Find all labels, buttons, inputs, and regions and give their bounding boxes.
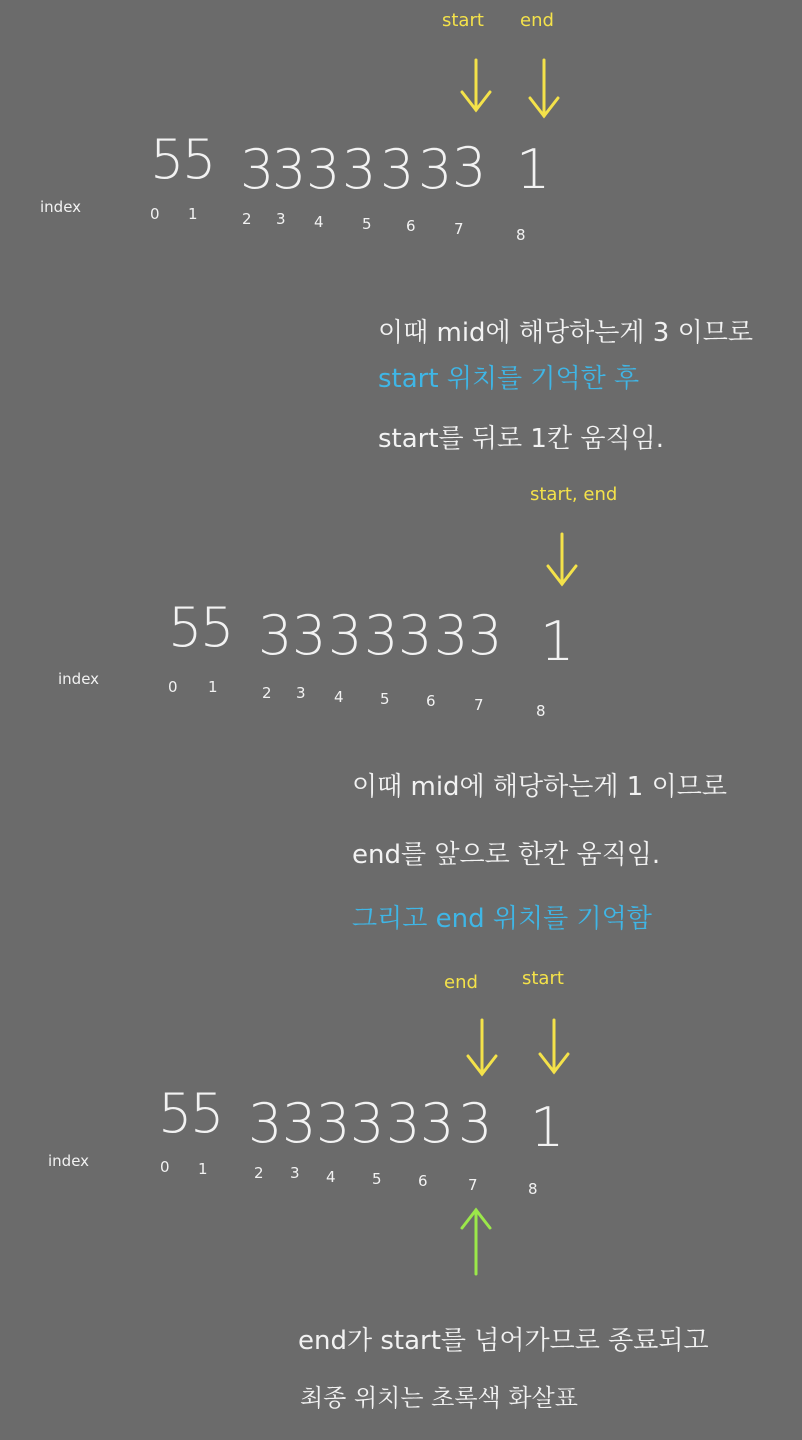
index-number: 5 bbox=[380, 690, 390, 708]
index-number: 1 bbox=[188, 205, 198, 223]
end-arrow-icon bbox=[468, 1020, 496, 1074]
array-digit: 3 bbox=[398, 604, 432, 667]
index-number: 2 bbox=[242, 210, 252, 228]
index-number: 7 bbox=[454, 220, 464, 238]
start-pointer-label: start bbox=[442, 10, 484, 31]
start-arrow-icon bbox=[462, 60, 490, 110]
array-digit: 5 bbox=[190, 1082, 224, 1145]
array-digit: 3 bbox=[292, 604, 326, 667]
array-digit: 3 bbox=[258, 604, 292, 667]
index-number: 3 bbox=[296, 684, 306, 702]
array-digit: 5 bbox=[200, 596, 234, 659]
index-number: 4 bbox=[314, 213, 324, 231]
note-line: 최종 위치는 초록색 화살표 bbox=[300, 1384, 578, 1412]
index-number: 6 bbox=[418, 1172, 428, 1190]
array-digit: 3 bbox=[364, 604, 398, 667]
array-digit: 3 bbox=[434, 604, 468, 667]
end-arrow-icon bbox=[530, 60, 558, 116]
array-digit: 3 bbox=[342, 138, 376, 201]
array-digit: 3 bbox=[316, 1092, 350, 1155]
note-line: start를 뒤로 1칸 움직임. bbox=[378, 424, 664, 454]
index-number: 2 bbox=[254, 1164, 264, 1182]
index-number: 6 bbox=[426, 692, 436, 710]
note-line: end를 앞으로 한칸 움직임. bbox=[352, 840, 661, 870]
array-digit: 3 bbox=[240, 138, 274, 201]
index-number: 7 bbox=[474, 696, 484, 714]
array-digit: 5 bbox=[182, 128, 216, 191]
array-digit: 3 bbox=[282, 1092, 316, 1155]
start-end-pointer-label: start, end bbox=[530, 484, 618, 505]
array-digit: 5 bbox=[158, 1082, 192, 1145]
array-digit: 1 bbox=[516, 138, 550, 201]
index-number: 0 bbox=[168, 678, 178, 696]
array-digit: 3 bbox=[386, 1092, 420, 1155]
index-label: index bbox=[48, 1152, 90, 1170]
index-number: 1 bbox=[198, 1160, 208, 1178]
array-digit: 3 bbox=[248, 1092, 282, 1155]
note-line: end가 start를 넘어가므로 종료되고 bbox=[298, 1326, 709, 1356]
final-position-arrow-icon bbox=[462, 1210, 490, 1274]
array-digit: 1 bbox=[540, 610, 574, 673]
note-line: 이때 mid에 해당하는게 3 이므로 bbox=[378, 318, 753, 348]
array-digit: 3 bbox=[272, 138, 306, 201]
index-number: 4 bbox=[334, 688, 344, 706]
index-label: index bbox=[58, 670, 100, 688]
index-label: index bbox=[40, 198, 82, 216]
end-pointer-label: end bbox=[444, 972, 478, 993]
index-number: 7 bbox=[468, 1176, 478, 1194]
index-number: 5 bbox=[372, 1170, 382, 1188]
array-digit: 3 bbox=[418, 138, 452, 201]
array-digit: 3 bbox=[350, 1092, 384, 1155]
array-digit: 5 bbox=[168, 596, 202, 659]
end-pointer-label: end bbox=[520, 10, 554, 31]
note-line-highlight: 그리고 end 위치를 기억함 bbox=[352, 904, 652, 934]
array-digit: 5 bbox=[150, 128, 184, 191]
index-number: 4 bbox=[326, 1168, 336, 1186]
array-digit: 3 bbox=[458, 1092, 492, 1155]
array-digit: 3 bbox=[306, 138, 340, 201]
start-end-arrow-icon bbox=[548, 534, 576, 584]
index-number: 8 bbox=[516, 226, 526, 244]
array-digit: 3 bbox=[380, 138, 414, 201]
index-number: 3 bbox=[290, 1164, 300, 1182]
start-pointer-label: start bbox=[522, 968, 564, 989]
array-digit: 1 bbox=[530, 1096, 564, 1159]
index-number: 8 bbox=[536, 702, 546, 720]
index-number: 1 bbox=[208, 678, 218, 696]
array-digit: 3 bbox=[452, 136, 486, 199]
index-number: 2 bbox=[262, 684, 272, 702]
index-number: 3 bbox=[276, 210, 286, 228]
array-digit: 3 bbox=[468, 604, 502, 667]
index-number: 5 bbox=[362, 215, 372, 233]
index-number: 0 bbox=[150, 205, 160, 223]
array-digit: 3 bbox=[328, 604, 362, 667]
note-line-highlight: start 위치를 기억한 후 bbox=[378, 364, 640, 394]
array-digit: 3 bbox=[420, 1092, 454, 1155]
index-number: 6 bbox=[406, 217, 416, 235]
index-number: 8 bbox=[528, 1180, 538, 1198]
note-line: 이때 mid에 해당하는게 1 이므로 bbox=[352, 772, 727, 802]
start-arrow-icon bbox=[540, 1020, 568, 1072]
index-number: 0 bbox=[160, 1158, 170, 1176]
